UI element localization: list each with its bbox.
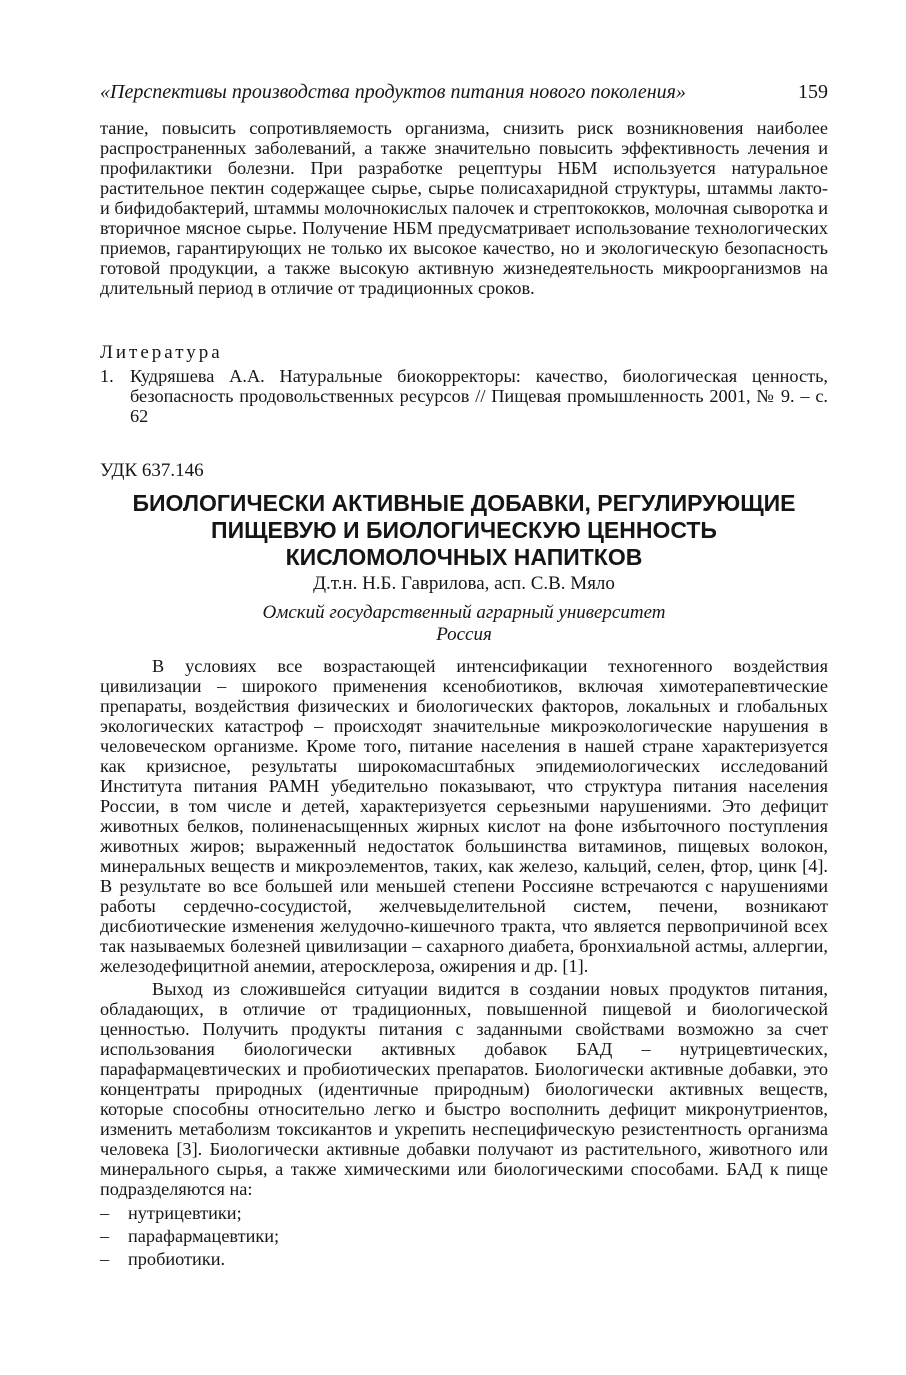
reference-number: 1. — [100, 366, 114, 386]
udc-label: УДК 637.146 — [100, 460, 204, 481]
continuation-paragraph: тание, повысить сопротивляемость организма, снизить риск возникновения наиболее распространенных заболеваний, а также значительно повысить эффективность лечения и профилактики болезни. При разработке рецептуры НБМ используется натуральное растительное пектин содержащее сырье, сырье полисахаридной структуры, штаммы лакто- и бифидобактерий, штаммы молочнокислых палочек и стрептококков, молочная сыворотка и вторичное мясное сырье. Получение НБМ предусматривает использование технологических приемов, гарантирующих не только их высокое качество, но и экологическую безопасность готовой продукции, а также высокую активную жизнедеятельность микроорганизмов на длительный период в отличие от традиционных сроков. — [100, 118, 828, 298]
list-item — [100, 1248, 828, 1271]
article-body — [100, 656, 828, 1271]
list-item — [100, 1225, 828, 1248]
list-dash: – — [100, 1226, 110, 1246]
supplement-types-list — [100, 1202, 828, 1271]
country: Россия — [436, 624, 492, 645]
running-title: «Перспективы производства продуктов питания нового поколения» — [100, 81, 686, 103]
list-item-text: пробиотики. — [128, 1249, 226, 1269]
reference-text: Кудряшева А.А. Натуральные биокорректоры: качество, биологическая ценность, безопасность продовольственных ресурсов // Пищевая промышленность 2001, № 9. – с. 62 — [130, 366, 828, 426]
authors: Д.т.н. Н.Б. Гаврилова, асп. С.В. Мяло — [313, 573, 615, 594]
running-head — [100, 80, 828, 104]
list-dash: – — [100, 1203, 110, 1223]
article-title-block — [108, 490, 820, 571]
page-number: 159 — [798, 81, 828, 103]
literature-section — [100, 342, 828, 426]
affiliation: Омский государственный аграрный университет — [262, 602, 666, 623]
list-item-text: нутрицевтики; — [128, 1203, 242, 1223]
list-dash: – — [100, 1249, 110, 1269]
udc-code — [100, 460, 828, 482]
list-item — [100, 1202, 828, 1225]
body-paragraph-2: Выход из сложившейся ситуации видится в создании новых продуктов питания, обладающих, в отличие от традиционных, повышенной пищевой и биологической ценностью. Получить продукты питания с заданными свойствами возможно за счет использования биологически активных добавок БАД – нутрицевтических, парафармацевтических и пробиотических препаратов. Биологически активные добавки, это концентраты природных (идентичные природным) биологически активных веществ, которые способны относительно легко и быстро восполнить дефицит микронутриентов, изменить метаболизм токсикантов и укрепить неспецифическую резистентность организма человека [3]. Биологически активные добавки получают из растительного, животного или минерального сырья, а также химическими или биологическими способами. БАД к пище подразделяются на: — [100, 979, 828, 1199]
continuation-section — [100, 118, 828, 298]
body-paragraph-1: В условиях все возрастающей интенсификации техногенного воздействия цивилизации – широкого применения ксенобиотиков, включая химотерапевтические препараты, воздействия физических и биологических факторов, локальных и глобальных экологических катастроф – происходят значительные микроэкологические нарушения в человеческом организме. Кроме того, питание населения в нашей стране характеризуется как кризисное, результаты широкомасштабных эпидемиологических исследований Института питания РАМН убедительно показывают, что структура питания населения России, в том числе и детей, характеризуется серьезными нарушениями. Это дефицит животных белков, полиненасыщенных жирных кислот на фоне избыточного поступления животных жиров; выраженный недостаток большинства витаминов, пищевых волокон, минеральных веществ и микроэлементов, таких, как железо, кальций, селен, фтор, цинк [4]. В результате во все большей или меньшей степени Россияне встречаются с нарушениями работы сердечно-сосудистой, желчевыделительной систем, печени, возникают дисбиотические изменения желудочно-кишечного тракта, что является первопричиной всех так называемых болезней цивилизации – сахарного диабета, бронхиальной астмы, аллергии, железодефицитной анемии, атеросклероза, ожирения и др. [1]. — [100, 656, 828, 976]
authors-block — [100, 573, 828, 595]
affiliation-block — [100, 602, 828, 646]
article-title: БИОЛОГИЧЕСКИ АКТИВНЫЕ ДОБАВКИ, РЕГУЛИРУЮЩИЕ ПИЩЕВУЮ И БИОЛОГИЧЕСКУЮ ЦЕННОСТЬ КИСЛОМОЛОЧНЫХ НАПИТКОВ — [132, 490, 796, 570]
list-item-text: парафармацевтики; — [128, 1226, 280, 1246]
reference-item — [100, 366, 828, 426]
literature-heading: Литература — [100, 342, 223, 363]
